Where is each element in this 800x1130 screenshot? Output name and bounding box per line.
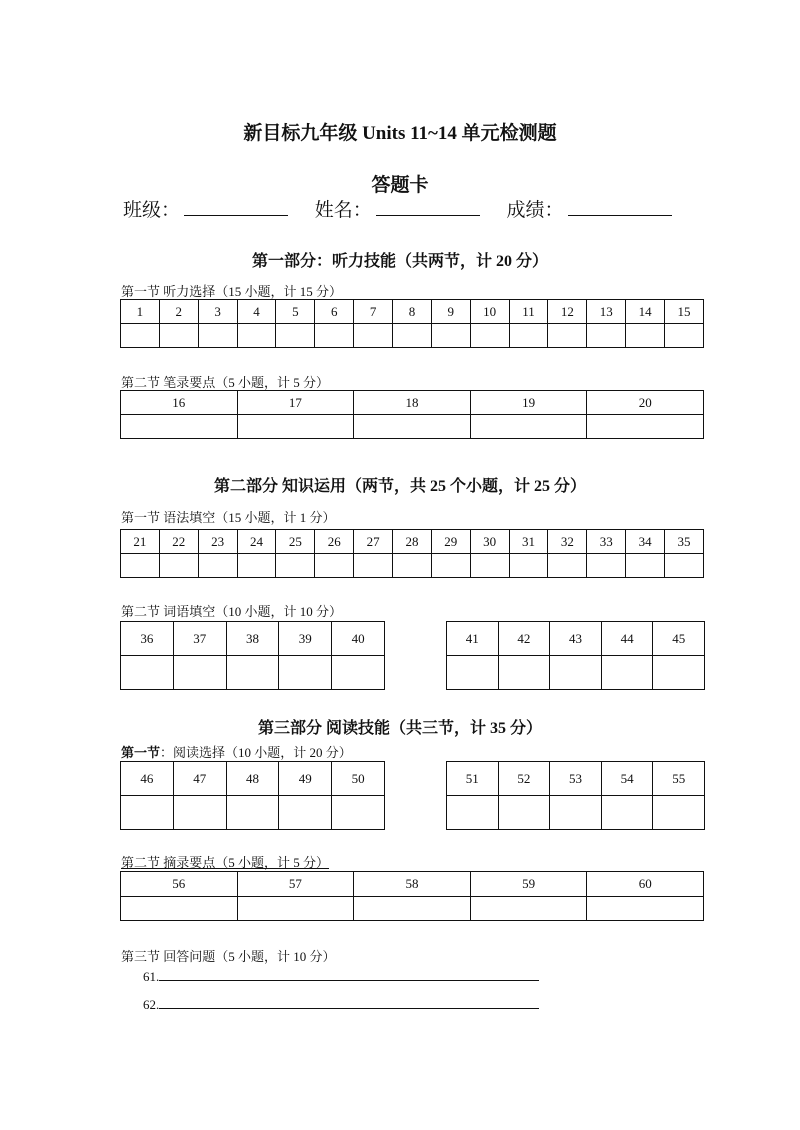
answer-card-title: 答题卡: [371, 175, 429, 196]
question-number-cell: 14: [626, 300, 665, 324]
answer-cell[interactable]: [548, 554, 587, 578]
answer-cell[interactable]: [550, 656, 602, 690]
answer-cell[interactable]: [354, 324, 393, 348]
question-number-cell: 53: [550, 762, 602, 796]
question-number-cell: 49: [279, 762, 332, 796]
question-number-cell: 5: [276, 300, 315, 324]
answer-cell[interactable]: [315, 324, 354, 348]
question-number-cell: 34: [626, 530, 665, 554]
answer-cell[interactable]: [653, 796, 705, 830]
answer-cell[interactable]: [470, 897, 587, 921]
answer-cell[interactable]: [601, 796, 653, 830]
class-label: 班级：: [123, 200, 181, 221]
part2-section2-left-table: [120, 621, 385, 690]
question-number-cell: 31: [509, 530, 548, 554]
answer-cell[interactable]: [653, 656, 705, 690]
student-info-row: [123, 195, 694, 222]
answer-cell[interactable]: [121, 897, 238, 921]
answer-cell[interactable]: [198, 554, 237, 578]
part2-section2-tables: [120, 621, 705, 691]
question-number-cell: 57: [237, 872, 354, 897]
answer-cell[interactable]: [121, 554, 160, 578]
part3-section2-table: [120, 871, 704, 921]
part2-section2-right-table: [446, 621, 705, 690]
question-number-cell: 54: [601, 762, 653, 796]
part3-section2-label: 第二节 摘录要点（5 小题，计 5 分）: [121, 855, 330, 870]
question-number-cell: 16: [121, 391, 238, 415]
part3-section1-left-table: [120, 761, 385, 830]
name-label: 姓名：: [314, 200, 372, 221]
question-number-cell: 24: [237, 530, 276, 554]
name-blank[interactable]: [376, 197, 480, 216]
answer-line-62: [143, 996, 539, 1013]
question-number-cell: 47: [173, 762, 226, 796]
answer-cell[interactable]: [332, 796, 385, 830]
question-number-cell: 19: [470, 391, 587, 415]
answer-cell[interactable]: [159, 324, 198, 348]
answer-cell[interactable]: [276, 554, 315, 578]
question-number-cell: 21: [121, 530, 160, 554]
part1-title: 第一部分：听力技能（共两节，计 20 分）: [251, 253, 548, 270]
question-number-cell: 59: [470, 872, 587, 897]
question-number-cell: 4: [237, 300, 276, 324]
question-number-cell: 52: [498, 762, 550, 796]
answer-number-61: 61.: [143, 969, 160, 984]
answer-cell[interactable]: [498, 796, 550, 830]
answer-cell[interactable]: [665, 324, 704, 348]
question-number-cell: 28: [393, 530, 432, 554]
answer-cell[interactable]: [121, 415, 238, 439]
answer-cell[interactable]: [470, 415, 587, 439]
question-number-cell: 40: [332, 622, 385, 656]
question-number-cell: 25: [276, 530, 315, 554]
answer-number-62: 62.: [143, 997, 160, 1012]
question-number-cell: 51: [447, 762, 499, 796]
answer-cell[interactable]: [470, 554, 509, 578]
part3-section1-label-rest: ：阅读选择（10 小题，计 20 分）: [160, 745, 352, 760]
score-blank[interactable]: [568, 197, 672, 216]
question-number-cell: 2: [159, 300, 198, 324]
answer-cell[interactable]: [279, 656, 332, 690]
answer-cell[interactable]: [173, 656, 226, 690]
answer-cell[interactable]: [470, 324, 509, 348]
answer-cell[interactable]: [587, 324, 626, 348]
answer-cell[interactable]: [121, 324, 160, 348]
question-number-cell: 9: [431, 300, 470, 324]
question-number-cell: 11: [509, 300, 548, 324]
answer-cell[interactable]: [315, 554, 354, 578]
answer-cell[interactable]: [665, 554, 704, 578]
answer-cell[interactable]: [159, 554, 198, 578]
question-number-cell: 1: [121, 300, 160, 324]
answer-cell[interactable]: [587, 554, 626, 578]
question-number-cell: 29: [431, 530, 470, 554]
question-number-cell: 7: [354, 300, 393, 324]
question-number-cell: 56: [121, 872, 238, 897]
part2-title: 第二部分 知识运用（两节，共 25 个小题，计 25 分）: [213, 478, 586, 495]
question-number-cell: 50: [332, 762, 385, 796]
answer-cell[interactable]: [226, 656, 279, 690]
answer-cell[interactable]: [354, 554, 393, 578]
answer-cell[interactable]: [121, 656, 174, 690]
part2-section2-label: 第二节 词语填空（10 小题，计 10 分）: [121, 604, 343, 619]
question-number-cell: 27: [354, 530, 393, 554]
answer-cell[interactable]: [587, 897, 704, 921]
name-field: [315, 195, 480, 222]
question-number-cell: 44: [601, 622, 653, 656]
answer-blank-61[interactable]: [159, 968, 539, 981]
answer-cell[interactable]: [548, 324, 587, 348]
part1-section2-label: 第二节 笔录要点（5 小题，计 5 分）: [121, 375, 330, 390]
page-title: 新目标九年级 Units 11~14 单元检测题: [243, 123, 557, 144]
score-label: 成绩：: [506, 200, 564, 221]
part3-section3-label: 第三节 回答问题（5 小题，计 10 分）: [121, 949, 336, 964]
answer-cell[interactable]: [276, 324, 315, 348]
part3-section1-tables: [120, 761, 705, 831]
question-number-cell: 6: [315, 300, 354, 324]
answer-cell[interactable]: [173, 796, 226, 830]
answer-cell[interactable]: [587, 415, 704, 439]
question-number-cell: 15: [665, 300, 704, 324]
question-number-cell: 23: [198, 530, 237, 554]
answer-cell[interactable]: [550, 796, 602, 830]
answer-cell[interactable]: [498, 656, 550, 690]
question-number-cell: 3: [198, 300, 237, 324]
answer-cell[interactable]: [509, 554, 548, 578]
part2-section1-table: [120, 529, 704, 578]
part3-title: 第三部分 阅读技能（共三节，计 35 分）: [257, 720, 542, 737]
part3-section1-right-table: [446, 761, 705, 830]
part1-section2-table: [120, 390, 704, 439]
answer-cell[interactable]: [332, 656, 385, 690]
question-number-cell: 37: [173, 622, 226, 656]
answer-blank-62[interactable]: [159, 996, 539, 1009]
answer-cell[interactable]: [447, 796, 499, 830]
question-number-cell: 17: [237, 391, 354, 415]
question-number-cell: 60: [587, 872, 704, 897]
answer-cell[interactable]: [121, 796, 174, 830]
question-number-cell: 26: [315, 530, 354, 554]
question-number-cell: 12: [548, 300, 587, 324]
question-number-cell: 35: [665, 530, 704, 554]
question-number-cell: 10: [470, 300, 509, 324]
answer-cell[interactable]: [393, 324, 432, 348]
question-number-cell: 48: [226, 762, 279, 796]
answer-cell[interactable]: [601, 656, 653, 690]
question-number-cell: 30: [470, 530, 509, 554]
answer-cell[interactable]: [354, 415, 471, 439]
class-field: [123, 195, 288, 222]
question-number-cell: 8: [393, 300, 432, 324]
part2-section1-label: 第一节 语法填空（15 小题，计 1 分）: [121, 510, 336, 525]
class-blank[interactable]: [184, 197, 288, 216]
answer-cell[interactable]: [626, 554, 665, 578]
part3-section1-label-bold: 第一节: [121, 745, 161, 760]
question-number-cell: 43: [550, 622, 602, 656]
answer-cell[interactable]: [509, 324, 548, 348]
part3-section1-label: [121, 742, 352, 761]
question-number-cell: 41: [447, 622, 499, 656]
answer-cell[interactable]: [198, 324, 237, 348]
question-number-cell: 39: [279, 622, 332, 656]
answer-line-61: [143, 968, 539, 985]
question-number-cell: 22: [159, 530, 198, 554]
answer-cell[interactable]: [431, 554, 470, 578]
question-number-cell: 42: [498, 622, 550, 656]
answer-cell[interactable]: [237, 324, 276, 348]
question-number-cell: 32: [548, 530, 587, 554]
answer-cell[interactable]: [237, 415, 354, 439]
answer-cell[interactable]: [226, 796, 279, 830]
part1-section1-table: [120, 299, 704, 348]
answer-cell[interactable]: [393, 554, 432, 578]
question-number-cell: 36: [121, 622, 174, 656]
answer-cell[interactable]: [237, 554, 276, 578]
question-number-cell: 58: [354, 872, 471, 897]
question-number-cell: 55: [653, 762, 705, 796]
question-number-cell: 18: [354, 391, 471, 415]
answer-cell[interactable]: [354, 897, 471, 921]
answer-cell[interactable]: [431, 324, 470, 348]
question-number-cell: 33: [587, 530, 626, 554]
question-number-cell: 13: [587, 300, 626, 324]
answer-cell[interactable]: [237, 897, 354, 921]
answer-cell[interactable]: [279, 796, 332, 830]
answer-cell[interactable]: [626, 324, 665, 348]
question-number-cell: 38: [226, 622, 279, 656]
question-number-cell: 46: [121, 762, 174, 796]
answer-cell[interactable]: [447, 656, 499, 690]
question-number-cell: 20: [587, 391, 704, 415]
part1-section1-label: 第一节 听力选择（15 小题，计 15 分）: [121, 284, 343, 299]
score-field: [507, 195, 672, 222]
question-number-cell: 45: [653, 622, 705, 656]
